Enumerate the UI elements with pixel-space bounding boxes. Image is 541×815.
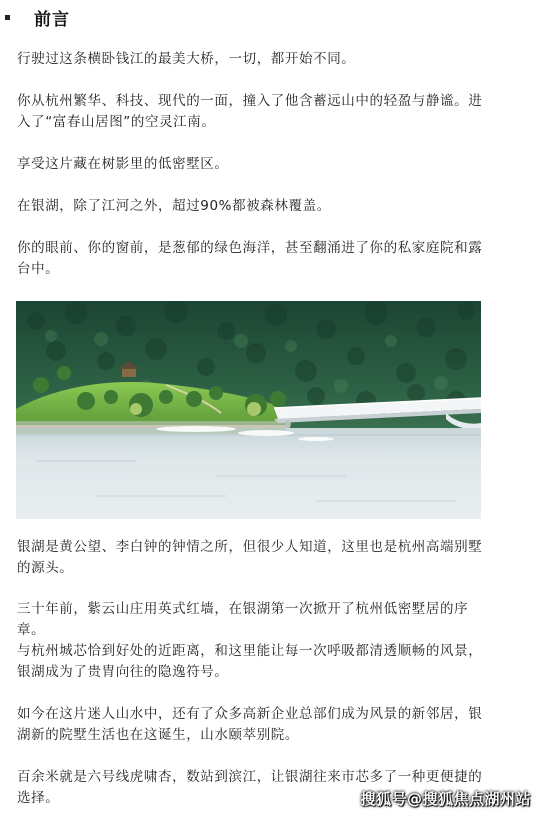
paragraph-3: 享受这片藏在树影里的低密墅区。 xyxy=(17,156,229,172)
paragraph-7: 三十年前，紫云山庄用英式红墙，在银湖第一次掀开了杭州低密墅居的序章。 xyxy=(17,601,469,638)
paragraph-5: 你的眼前、你的窗前，是葱郁的绿色海洋，甚至翻涌进了你的私家庭院和露台中。 xyxy=(17,240,483,277)
paragraph-9: 如今在这片迷人山水中，还有了众多高新企业总部们成为风景的新邻居，银湖新的院墅生活也在这诞生，山水颐萃别院。 xyxy=(17,706,483,743)
paragraph-8: 与杭州城芯恰到好处的近距离，和这里能让每一次呼吸都清透顺畅的风景，银湖成为了贵胄向往的隐逸符号。 xyxy=(17,643,483,680)
paragraph-10: 百余米就是六号线虎啸杏，数站到滨江，让银湖往来市芯多了一种更便捷的选择。 xyxy=(17,769,483,806)
paragraph-1: 行驶过这条横卧钱江的最美大桥，一切，都开始不同。 xyxy=(17,51,356,67)
paragraph-4: 在银湖，除了江河之外，超过90%都被森林覆盖。 xyxy=(17,198,331,214)
bullet-icon xyxy=(5,15,10,20)
section-heading xyxy=(2,4,70,30)
section-title: 前言 xyxy=(34,9,70,30)
paragraph-6: 银湖是黄公望、李白钟的钟情之所，但很少人知道，这里也是杭州高端别墅的源头。 xyxy=(17,539,483,576)
watermark: 搜狐号@搜狐焦点湖州站 xyxy=(360,790,531,808)
lake-bridge-photo xyxy=(16,301,481,519)
paragraph-2: 你从杭州繁华、科技、现代的一面，撞入了他含蓄远山中的轻盈与静谧。进入了“富春山居图”的空灵江南。 xyxy=(17,93,483,130)
